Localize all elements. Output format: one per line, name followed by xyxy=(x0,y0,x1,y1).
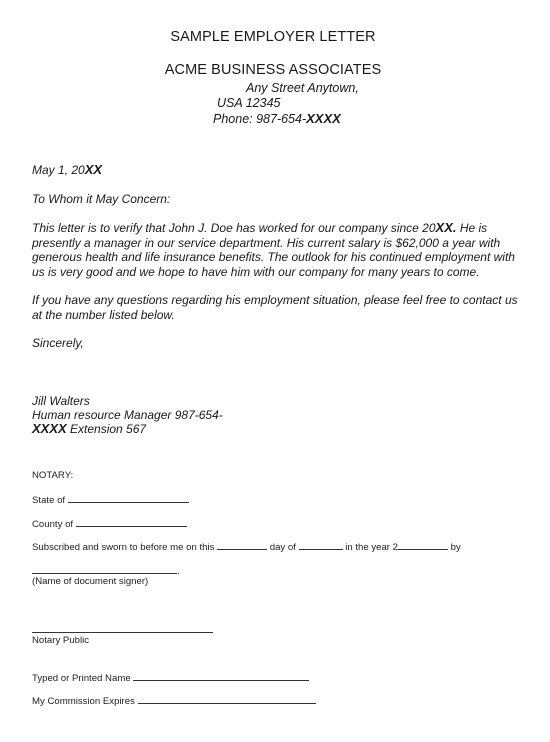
commission-blank[interactable] xyxy=(138,694,316,704)
notary-heading: NOTARY: xyxy=(32,470,74,481)
phone-suffix: XXXX xyxy=(306,111,341,126)
typed-name-blank[interactable] xyxy=(133,671,309,681)
letter-salutation: To Whom it May Concern: xyxy=(32,192,171,206)
typed-name-label: Typed or Printed Name xyxy=(32,673,134,684)
letter-heading: SAMPLE EMPLOYER LETTER xyxy=(170,29,376,45)
county-blank[interactable] xyxy=(76,517,187,527)
company-street: Any Street Anytown, xyxy=(246,81,359,95)
doc-signer-caption: (Name of document signer) xyxy=(32,576,149,587)
commission-label: My Commission Expires xyxy=(32,696,138,707)
letter-body-paragraph-2: If you have any questions regarding his employment situation, please feel free to contact us at the number listed below. xyxy=(32,293,518,322)
commission-field xyxy=(32,694,316,707)
state-field xyxy=(32,493,189,506)
company-phone xyxy=(213,111,341,126)
typed-name-field xyxy=(32,671,309,684)
sworn-text-1: Subscribed and sworn to before me on this xyxy=(32,542,218,553)
doc-signer-blank[interactable] xyxy=(32,564,177,574)
company-name: ACME BUSINESS ASSOCIATES xyxy=(164,62,382,78)
date-prefix: May 1, 20 xyxy=(32,163,85,177)
county-label: County of xyxy=(32,519,76,530)
sworn-day-blank[interactable] xyxy=(217,540,267,550)
sworn-month-blank[interactable] xyxy=(299,540,343,550)
letter-body-paragraph-1 xyxy=(32,221,518,279)
signer-xxxx: XXXX xyxy=(32,421,67,436)
body1-part2: He is presently a manager in our service department. His current salary is $62,000 a year with generous health and life insurance benefits. The outlook for his continued employment with us is very good and we hope to have him with our company for many years to come. xyxy=(32,221,515,279)
signer-extension xyxy=(32,422,518,437)
sworn-text-3: in the year 2 xyxy=(342,542,398,553)
date-suffix: XX xyxy=(84,162,103,177)
notary-public-caption: Notary Public xyxy=(32,635,90,646)
signer-title: Human resource Manager 987-654- xyxy=(32,408,223,422)
doc-signer-trail: . xyxy=(177,566,180,577)
sworn-year-blank[interactable] xyxy=(398,540,448,550)
state-label: State of xyxy=(32,495,68,506)
phone-prefix: Phone: 987-654- xyxy=(213,112,307,126)
company-city: USA 12345 xyxy=(217,96,281,110)
county-field xyxy=(32,517,187,530)
letter-date xyxy=(32,163,518,178)
notary-signature-line[interactable] xyxy=(32,632,213,633)
state-blank[interactable] xyxy=(68,493,189,503)
letter-closing: Sincerely, xyxy=(32,336,84,350)
body1-xx: XX. xyxy=(435,220,457,235)
sworn-text-2: day of xyxy=(267,542,299,553)
signer-ext: Extension 567 xyxy=(66,422,147,436)
sworn-text-4: by xyxy=(448,542,461,553)
body1-part1: This letter is to verify that John J. Doe has worked for our company since 20 xyxy=(32,221,436,235)
signer-name: Jill Walters xyxy=(32,394,90,408)
sworn-line xyxy=(32,540,461,553)
